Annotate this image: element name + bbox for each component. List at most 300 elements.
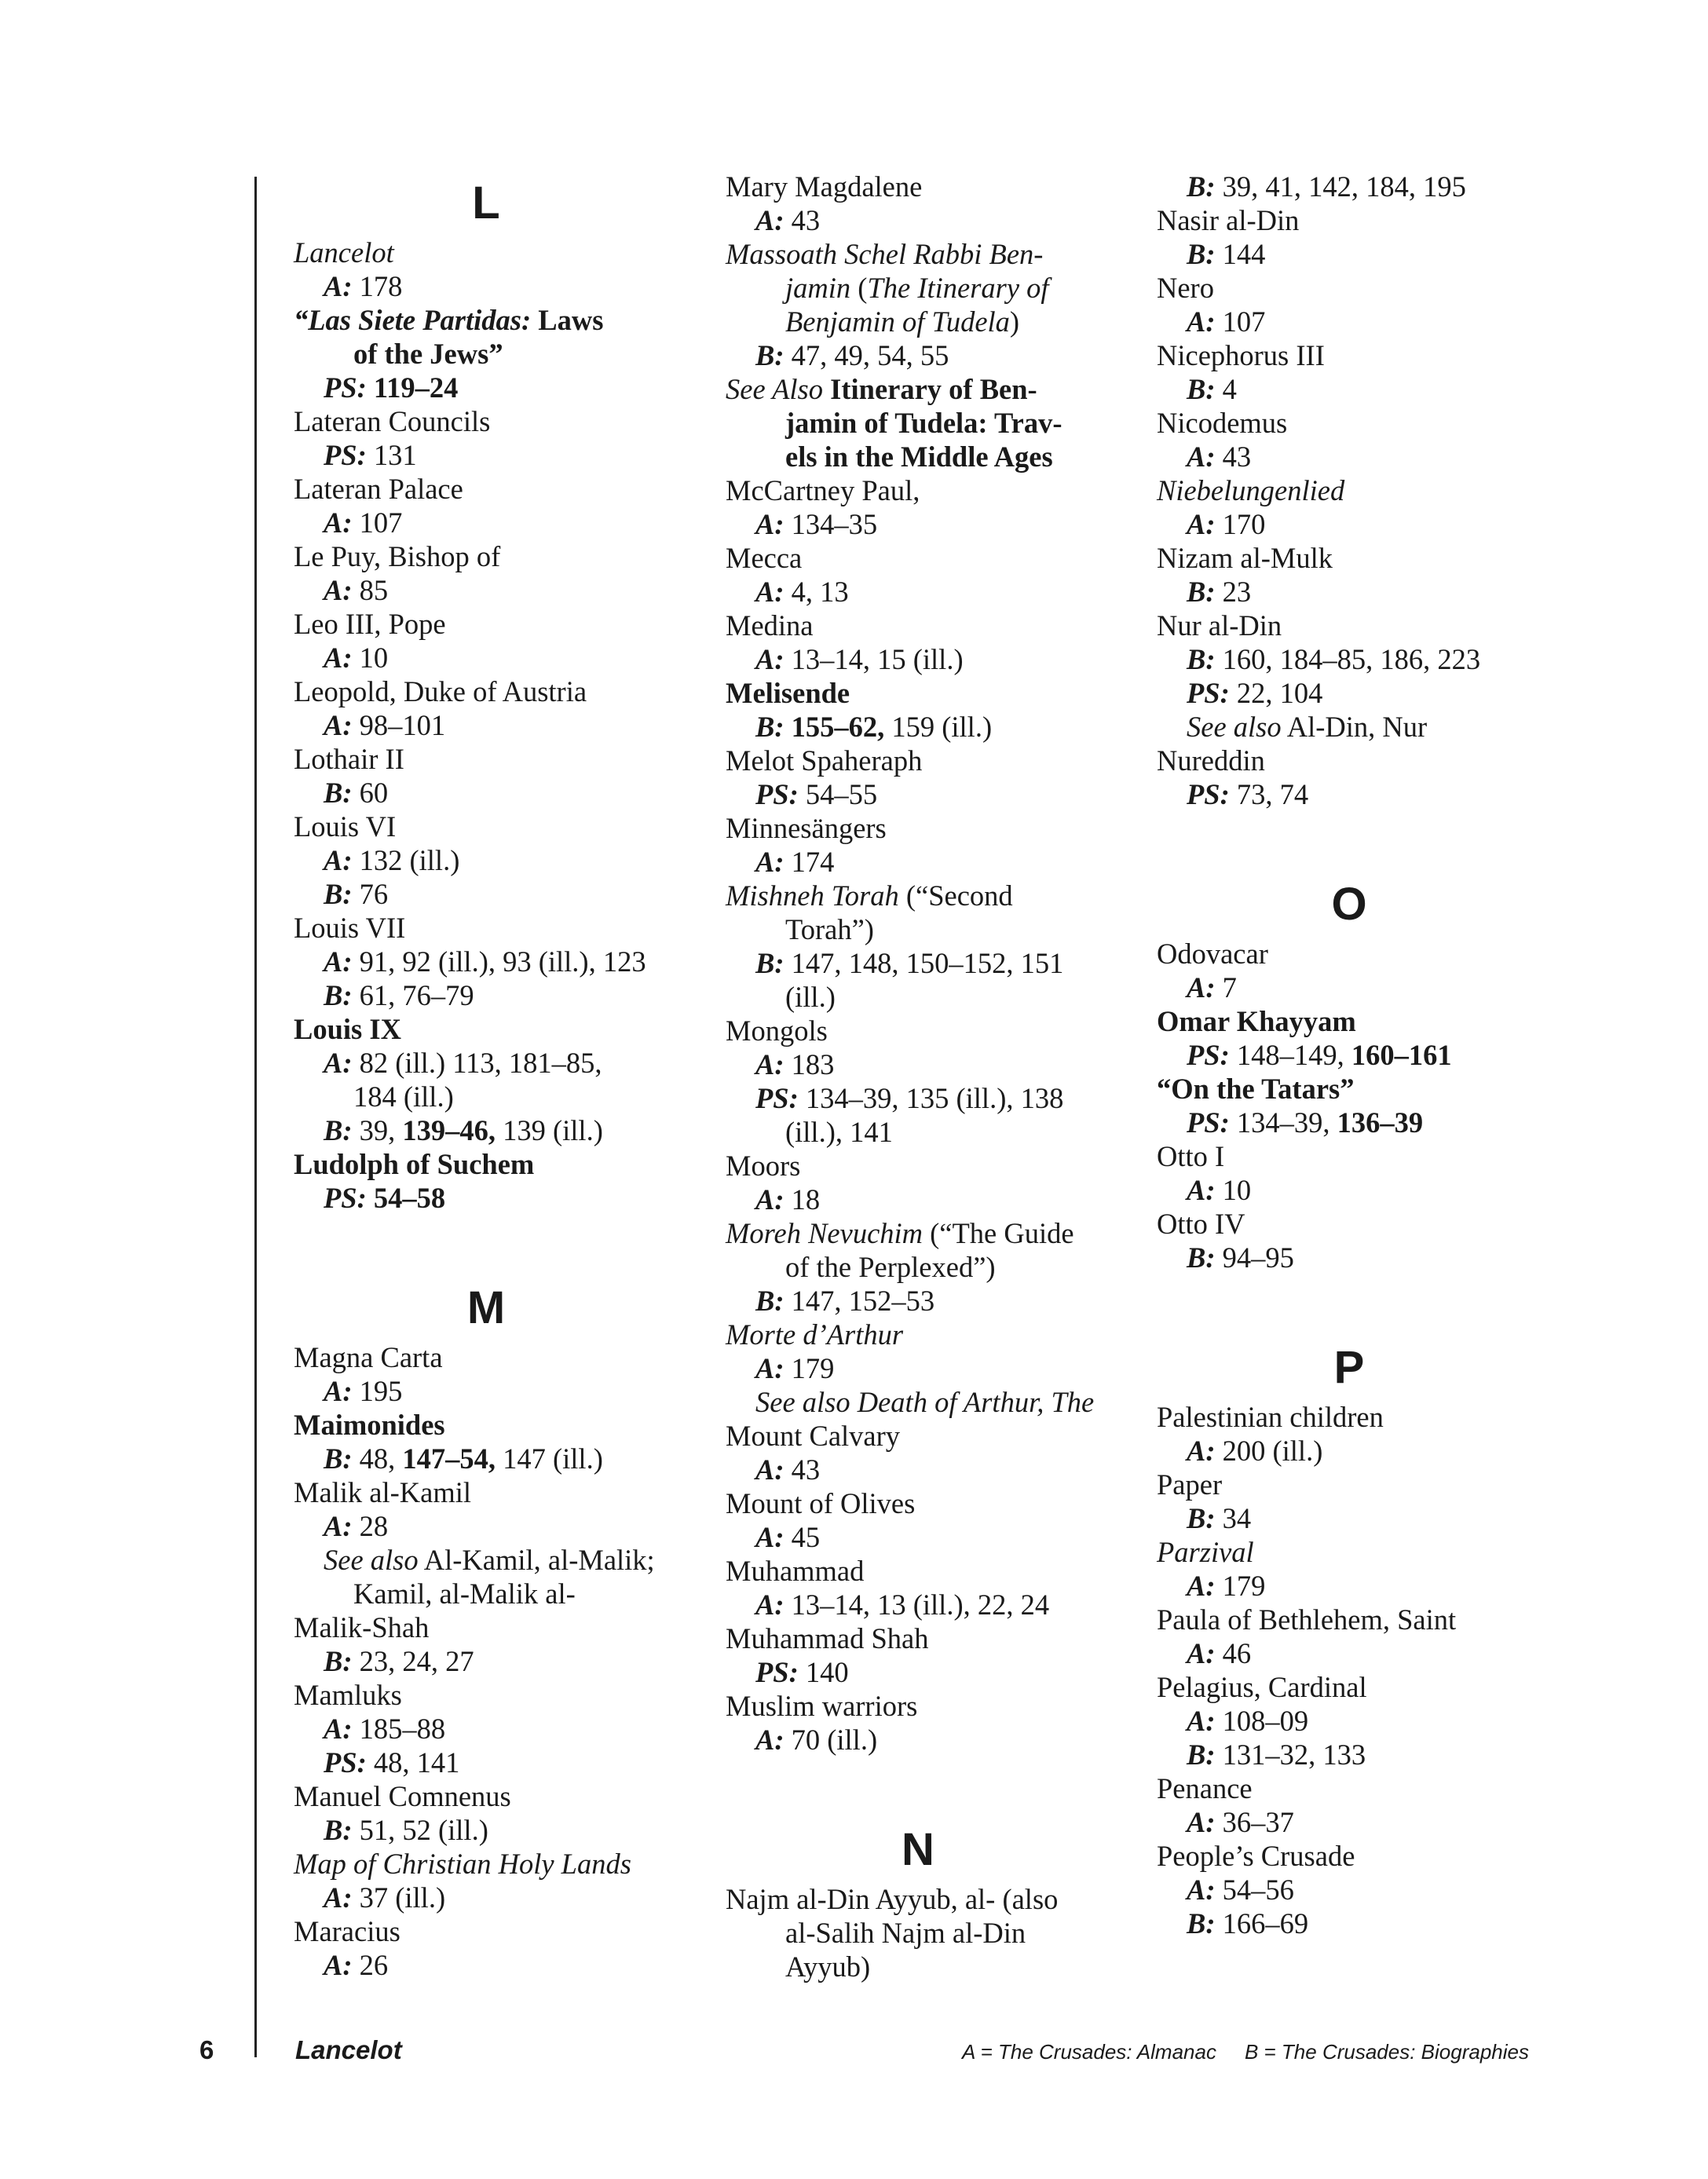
entry-text: A:: [1187, 971, 1216, 1004]
entry-text: B:: [1187, 238, 1216, 270]
index-subline: [294, 1746, 702, 1779]
index-subline: [294, 1442, 702, 1475]
entry-text: 132 (ill.): [352, 844, 460, 876]
index-subline: [726, 1520, 1134, 1554]
entry-text: B:: [1187, 576, 1216, 608]
entry-text: Mount of Olives: [726, 1487, 916, 1519]
entry-text: ): [1009, 305, 1020, 338]
entry-text: 76: [352, 878, 389, 910]
index-entry: [726, 676, 1134, 710]
index-subline: [1157, 1173, 1565, 1207]
entry-text: A:: [324, 1881, 353, 1914]
index-entry: [294, 1012, 702, 1046]
index-entry: [726, 609, 1134, 642]
index-entry: [294, 1340, 702, 1374]
entry-text: Nureddin: [1157, 744, 1265, 777]
index-subline: [726, 1351, 1134, 1385]
index-subline: [294, 1046, 702, 1080]
entry-text: Nizam al-Mulk: [1157, 542, 1333, 574]
section-letter: N: [902, 1824, 934, 1875]
entry-text: “On the Tatars”: [1157, 1073, 1355, 1105]
entry-text: B:: [324, 878, 353, 910]
index-entry: [294, 1914, 702, 1948]
index-subline: [1157, 1434, 1565, 1468]
section-letter: O: [1331, 879, 1367, 930]
index-subline: [1157, 1241, 1565, 1274]
entry-text: A:: [324, 1510, 353, 1542]
entry-text: Maimonides: [294, 1409, 445, 1441]
entry-text: Al-Kamil, al-Malik;: [418, 1544, 655, 1576]
entry-text: 82 (ill.) 113, 181–85,: [352, 1047, 602, 1079]
index-entry: [1157, 406, 1565, 440]
entry-text: Otto I: [1157, 1140, 1225, 1172]
entry-text: Itinerary of Ben-: [823, 373, 1037, 405]
entry-text: 184 (ill.): [353, 1080, 454, 1113]
page-number: 6: [199, 2035, 214, 2064]
entry-text: Palestinian children: [1157, 1401, 1384, 1433]
index-entry: [726, 170, 1134, 203]
entry-text: 54–55: [798, 778, 878, 810]
entry-text: 159 (ill.): [884, 711, 993, 743]
index-entry: [1157, 609, 1565, 642]
entry-text: PS:: [324, 439, 367, 471]
entry-text: 131–32, 133: [1215, 1738, 1366, 1771]
entry-text: 174: [784, 846, 835, 878]
entry-text: See Also: [726, 373, 824, 405]
entry-text: A:: [1187, 508, 1216, 540]
index-subline: [726, 1081, 1134, 1115]
entry-text: 39,: [352, 1114, 403, 1146]
entry-text: 134–39,: [1229, 1106, 1337, 1139]
running-head: Lancelot: [295, 2035, 402, 2064]
source-key: [962, 2040, 1529, 2064]
entry-text: A:: [1187, 1570, 1216, 1602]
index-subline: [726, 1385, 1134, 1419]
entry-text: A:: [324, 1375, 353, 1407]
entry-text: B:: [755, 947, 785, 979]
entry-text: 70 (ill.): [784, 1724, 878, 1756]
index-subline: [726, 271, 1134, 305]
index-subline: [726, 1115, 1134, 1149]
index-entry: [726, 1216, 1134, 1250]
index-subline: [726, 777, 1134, 811]
index-subline: [294, 337, 702, 371]
index-entry: [294, 1779, 702, 1813]
entry-text: Parzival: [1157, 1536, 1254, 1568]
entry-text: Paula of Bethlehem, Saint: [1157, 1603, 1457, 1636]
index-entry: [294, 472, 702, 506]
entry-text: 23, 24, 27: [352, 1645, 474, 1677]
index-subline: [294, 945, 702, 978]
index-subline: [726, 1950, 1134, 1983]
entry-text: 47, 49, 54, 55: [784, 339, 949, 371]
entry-text: A:: [324, 709, 353, 741]
entry-text: B:: [324, 777, 353, 809]
index-subline: [726, 912, 1134, 946]
index-subline: [1157, 1636, 1565, 1670]
entry-text: Louis VII: [294, 912, 406, 944]
index-subline: [726, 1250, 1134, 1284]
entry-text: B:: [755, 339, 785, 371]
index-entry: [294, 303, 702, 337]
entry-text: A:: [324, 844, 353, 876]
entry-text: PS:: [1187, 1106, 1230, 1139]
index-subline: [1157, 1805, 1565, 1839]
index-column-3: [1157, 170, 1565, 1940]
entry-text: A:: [324, 1713, 353, 1745]
index-subline: [726, 338, 1134, 372]
entry-text: 39, 41, 142, 184, 195: [1215, 170, 1466, 203]
index-entry: [726, 1149, 1134, 1183]
index-subline: [1157, 1569, 1565, 1603]
entry-text: 28: [352, 1510, 389, 1542]
entry-text: 179: [1215, 1570, 1266, 1602]
entry-text: A:: [755, 1724, 785, 1756]
index-entry: [1157, 744, 1565, 777]
index-subline: [1157, 1038, 1565, 1072]
entry-text: of the Jews”: [353, 338, 503, 370]
entry-text: A:: [1187, 305, 1216, 338]
index-entry: [1157, 1535, 1565, 1569]
entry-text: PS:: [1187, 1039, 1230, 1071]
entry-text: 179: [784, 1352, 835, 1384]
entry-text: Omar Khayyam: [1157, 1005, 1356, 1037]
entry-text: A:: [755, 1453, 785, 1486]
entry-text: 37 (ill.): [352, 1881, 446, 1914]
entry-text: Nero: [1157, 272, 1214, 304]
index-subline: [294, 978, 702, 1012]
entry-text: 147, 148, 150–152, 151: [784, 947, 1064, 979]
index-subline: [1157, 305, 1565, 338]
entry-text: The Itinerary of: [867, 272, 1049, 304]
index-entry: [1157, 1072, 1565, 1106]
entry-text: Malik al-Kamil: [294, 1476, 472, 1508]
index-entry: [1157, 1771, 1565, 1805]
entry-text: 85: [352, 574, 389, 606]
index-subline: [1157, 1704, 1565, 1738]
index-subline: [1157, 507, 1565, 541]
entry-text: A:: [755, 508, 785, 540]
entry-text: PS:: [755, 778, 799, 810]
index-entry: [726, 744, 1134, 777]
index-entry: [726, 1014, 1134, 1047]
index-subline: [726, 203, 1134, 237]
entry-text: Maracius: [294, 1915, 400, 1947]
index-subline: [726, 642, 1134, 676]
source-key-a: A = The Crusades: Almanac: [962, 2040, 1216, 2064]
entry-text: 13–14, 15 (ill.): [784, 643, 964, 675]
entry-text: of the Perplexed”): [785, 1251, 996, 1283]
index-entry: [1157, 203, 1565, 237]
index-subline: [1157, 1106, 1565, 1139]
section-letter: L: [472, 177, 500, 229]
entry-text: 108–09: [1215, 1705, 1309, 1737]
entry-text: Nicodemus: [1157, 407, 1288, 439]
index-entry: [1157, 1468, 1565, 1501]
entry-text: 23: [1215, 576, 1252, 608]
entry-text: 73, 74: [1229, 778, 1309, 810]
entry-text: 134–35: [784, 508, 878, 540]
entry-text: Lateran Palace: [294, 473, 463, 505]
index-entry: [726, 541, 1134, 575]
entry-text: 119–24: [366, 371, 459, 404]
entry-text: A:: [1187, 1435, 1216, 1467]
entry-text: B:: [1187, 1907, 1216, 1940]
index-entry: [1157, 1207, 1565, 1241]
entry-text: (ill.), 141: [785, 1116, 893, 1148]
index-entry: [294, 236, 702, 269]
entry-text: 48, 141: [366, 1746, 460, 1779]
entry-text: 43: [784, 204, 821, 236]
entry-text: Odovacar: [1157, 938, 1268, 970]
entry-text: 54–56: [1215, 1874, 1294, 1906]
entry-text: Melot Spaheraph: [726, 744, 923, 777]
entry-text: Map of Christian Holy Lands: [294, 1848, 631, 1880]
index-subline: [726, 1655, 1134, 1689]
entry-text: 139 (ill.): [496, 1114, 603, 1146]
entry-text: Manuel Comnenus: [294, 1780, 511, 1812]
entry-text: 60: [352, 777, 389, 809]
entry-text: B:: [1187, 643, 1216, 675]
index-entry: [1157, 1670, 1565, 1704]
index-subline: [726, 406, 1134, 440]
index-subline: [294, 1509, 702, 1543]
index-subline: [1157, 170, 1565, 203]
index-subline: [294, 1181, 702, 1215]
index-entry: [294, 607, 702, 641]
entry-text: PS:: [755, 1082, 799, 1114]
index-subline: [294, 1948, 702, 1982]
entry-text: 48,: [352, 1442, 403, 1475]
entry-text: A:: [324, 574, 353, 606]
entry-text: Nasir al-Din: [1157, 204, 1300, 236]
entry-text: Mamluks: [294, 1679, 402, 1711]
entry-text: 51, 52 (ill.): [352, 1814, 488, 1846]
entry-text: Louis IX: [294, 1013, 401, 1045]
section-letter: P: [1333, 1342, 1365, 1393]
entry-text: A:: [324, 642, 353, 674]
entry-text: Louis VI: [294, 810, 397, 843]
index-subline: [1157, 777, 1565, 811]
entry-text: 91, 92 (ill.), 93 (ill.), 123: [352, 945, 646, 978]
entry-text: 134–39, 135 (ill.), 138: [798, 1082, 1064, 1114]
index-subline: [726, 710, 1134, 744]
index-subline: [294, 1080, 702, 1113]
index-entry: [294, 1147, 702, 1181]
entry-text: (ill.): [785, 981, 836, 1013]
index-entry: [1157, 338, 1565, 372]
index-entry: [726, 1486, 1134, 1520]
entry-text: Moreh Nevuchim: [726, 1217, 923, 1249]
entry-text: 183: [784, 1048, 835, 1080]
entry-text: 22, 104: [1229, 677, 1323, 709]
entry-text: B:: [1187, 1502, 1216, 1534]
entry-text: Lateran Councils: [294, 405, 491, 437]
index-subline: [1157, 1907, 1565, 1940]
index-entry: [726, 1318, 1134, 1351]
index-entry: [294, 1610, 702, 1644]
index-entry: [294, 810, 702, 843]
index-subline: [294, 1543, 702, 1577]
index-subline: [294, 1813, 702, 1847]
entry-text: 43: [1215, 441, 1252, 473]
index-entry: [1157, 937, 1565, 971]
entry-text: 13–14, 13 (ill.), 22, 24: [784, 1589, 1050, 1621]
index-entry: [726, 1554, 1134, 1588]
index-subline: [294, 371, 702, 404]
index-subline: [1157, 642, 1565, 676]
index-subline: [726, 1453, 1134, 1486]
index-subline: [726, 980, 1134, 1014]
entry-text: jamin: [785, 272, 851, 304]
index-entry: [726, 879, 1134, 912]
entry-text: 10: [1215, 1174, 1252, 1206]
entry-text: Leo III, Pope: [294, 608, 446, 640]
entry-text: “Las Siete Partidas:: [294, 304, 532, 336]
entry-text: 34: [1215, 1502, 1252, 1534]
entry-text: Massoath Schel Rabbi Ben-: [726, 238, 1044, 270]
entry-text: Magna Carta: [294, 1341, 443, 1373]
entry-text: 46: [1215, 1637, 1252, 1669]
index-entry: [294, 675, 702, 708]
entry-text: PS:: [324, 1182, 367, 1214]
entry-text: 107: [352, 506, 403, 539]
index-subline: [1157, 1738, 1565, 1771]
entry-text: 43: [784, 1453, 821, 1486]
entry-text: A:: [1187, 441, 1216, 473]
entry-text: PS:: [324, 1746, 367, 1779]
index-entry: [726, 1882, 1134, 1916]
index-entry: [726, 1621, 1134, 1655]
index-subline: [726, 1047, 1134, 1081]
index-entry: [294, 1678, 702, 1712]
entry-text: (: [850, 272, 868, 304]
entry-text: A:: [755, 643, 785, 675]
index-entry: [1157, 1400, 1565, 1434]
entry-text: 147 (ill.): [496, 1442, 603, 1475]
entry-text: Medina: [726, 609, 814, 642]
entry-text: A:: [755, 1589, 785, 1621]
entry-text: A:: [324, 1047, 353, 1079]
entry-text: PS:: [324, 371, 367, 404]
index-subline: [1157, 676, 1565, 710]
entry-text: A:: [324, 1949, 353, 1981]
entry-text: Laws: [531, 304, 604, 336]
index-subline: [1157, 372, 1565, 406]
entry-text: 160–161: [1351, 1039, 1452, 1071]
index-subline: [726, 305, 1134, 338]
entry-text: (“The Guide: [923, 1217, 1074, 1249]
entry-text: Al-Din, Nur: [1281, 711, 1428, 743]
entry-text: 10: [352, 642, 389, 674]
entry-text: 136–39: [1337, 1106, 1424, 1139]
entry-text: Benjamin of Tudela: [785, 305, 1010, 338]
index-entry: [726, 811, 1134, 845]
index-entry: [1157, 1004, 1565, 1038]
entry-text: A:: [755, 1048, 785, 1080]
entry-text: 147–54,: [402, 1442, 496, 1475]
index-subline: [1157, 440, 1565, 473]
entry-text: Torah”): [785, 913, 874, 945]
source-key-b: B = The Crusades: Biographies: [1244, 2040, 1529, 2064]
entry-text: 36–37: [1215, 1806, 1294, 1838]
entry-text: Paper: [1157, 1468, 1223, 1501]
index-entry: [294, 1475, 702, 1509]
index-subline: [726, 845, 1134, 879]
entry-text: Le Puy, Bishop of: [294, 540, 501, 572]
index-entry: [1157, 473, 1565, 507]
entry-text: A:: [755, 846, 785, 878]
index-subline: [294, 776, 702, 810]
index-subline: [726, 507, 1134, 541]
entry-text: A:: [324, 270, 353, 302]
index-entry: [294, 539, 702, 573]
index-entry: [294, 1847, 702, 1881]
entry-text: Mount Calvary: [726, 1420, 901, 1452]
entry-text: 54–58: [366, 1182, 446, 1214]
entry-text: B:: [324, 1442, 353, 1475]
entry-text: Otto IV: [1157, 1208, 1245, 1240]
entry-text: Muslim warriors: [726, 1690, 918, 1722]
entry-text: 155–62,: [784, 711, 885, 743]
index-subline: [294, 1712, 702, 1746]
index-subline: [294, 1644, 702, 1678]
index-subline: [726, 1183, 1134, 1216]
index-subline: [294, 641, 702, 675]
entry-text: 26: [352, 1949, 389, 1981]
index-entry: [294, 404, 702, 438]
entry-text: Muhammad Shah: [726, 1622, 929, 1654]
index-subline: [294, 1577, 702, 1610]
entry-text: 45: [784, 1521, 821, 1553]
index-entry: [1157, 1603, 1565, 1636]
entry-text: B:: [1187, 170, 1216, 203]
index-subline: [726, 1284, 1134, 1318]
entry-text: Niebelungenlied: [1157, 474, 1345, 506]
entry-text: 144: [1215, 238, 1266, 270]
index-subline: [294, 1113, 702, 1147]
index-entry: [726, 372, 1134, 406]
entry-text: jamin of Tudela: Trav-: [785, 407, 1062, 439]
entry-text: A:: [1187, 1806, 1216, 1838]
entry-text: A:: [1187, 1705, 1216, 1737]
entry-text: 148–149,: [1229, 1039, 1351, 1071]
index-entry: [726, 473, 1134, 507]
entry-text: A:: [1187, 1874, 1216, 1906]
index-subline: [726, 1723, 1134, 1757]
index-entry: [294, 1408, 702, 1442]
index-entry: [294, 911, 702, 945]
index-entry: [1157, 1839, 1565, 1873]
entry-text: Najm al-Din Ayyub, al- (also: [726, 1883, 1059, 1915]
entry-text: 139–46,: [402, 1114, 496, 1146]
index-entry: [726, 1689, 1134, 1723]
index-subline: [1157, 1873, 1565, 1907]
entry-text: 140: [798, 1656, 849, 1688]
entry-text: B:: [324, 1645, 353, 1677]
index-entry: [726, 1419, 1134, 1453]
index-subline: [1157, 1501, 1565, 1535]
entry-text: PS:: [755, 1656, 799, 1688]
entry-text: PS:: [1187, 677, 1230, 709]
index-subline: [726, 1916, 1134, 1950]
entry-text: Pelagius, Cardinal: [1157, 1671, 1367, 1703]
entry-text: Lothair II: [294, 743, 404, 775]
section-letter: M: [466, 1282, 506, 1333]
entry-text: Lancelot: [294, 236, 394, 269]
entry-text: Minnesängers: [726, 812, 887, 844]
index-entry: [1157, 541, 1565, 575]
